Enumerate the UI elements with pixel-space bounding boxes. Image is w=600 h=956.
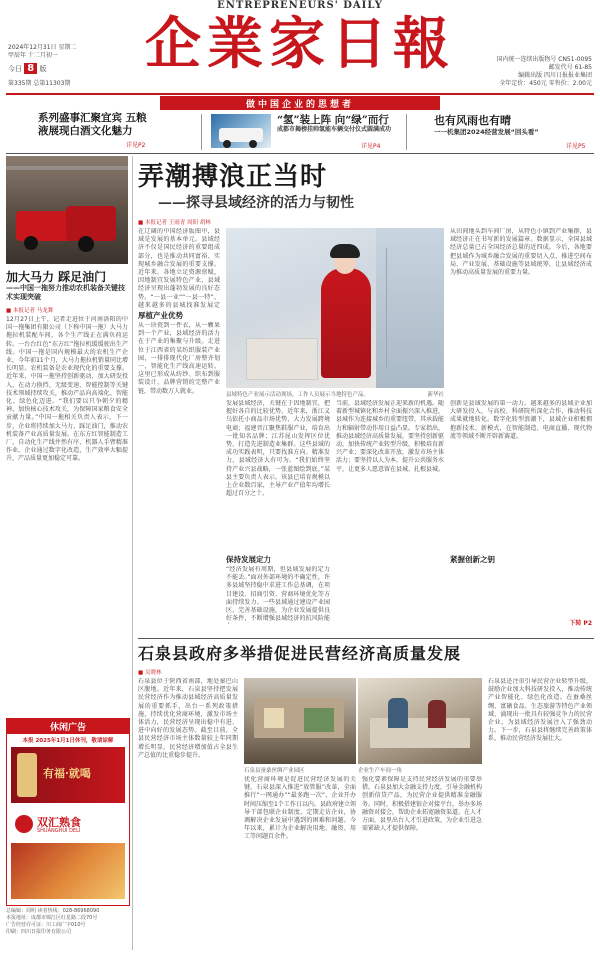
promo-left[interactable] bbox=[6, 112, 196, 152]
main-byline: ■ 本报记者 王雨青 周阳 胡林 bbox=[138, 220, 211, 226]
left-story-sub: ——中国一拖努力推动农机装备关键技术实现突破 bbox=[6, 284, 125, 301]
promo-left-page: 详见P2 bbox=[126, 142, 146, 149]
main-col2: 发展县域经济，关键在于因地制宜，把握好各自的比较优势。近年来，浙江义乌依托小商品市场优势，大力发展跨境电商；福建晋江聚焦鞋服产业，培育出一批知名品牌；江苏昆山发挥区位优势，打造先进制造业集群。这些县域的成功实践表明，只要找准方向、精准发力，县域经济大有可为。“我们始终坚持产业兴县战略，一张蓝图绘到底。”某县主要负责人表示，该县已培育规模以上企业数百家，主导产业产值年均增长超过百分之十。 bbox=[226, 400, 330, 498]
main-col1b: 从一块瓷到一件衣，从一颗果到一个产业，县域经济的活力在于产业的集聚与升级。走进位于江西省的某纺织服装产业园，一排排现代化厂房整齐划一，智能化生产线高速运转。这里已形成从纺纱、织布到服装设计、品牌营销的完整产业链，带动数万人就业。 bbox=[138, 322, 220, 395]
promo-center-headline: “氢”装上阵 向“绿”而行 bbox=[277, 114, 389, 126]
masthead-cn-title: 企業家日報 bbox=[145, 11, 455, 77]
main-story bbox=[138, 156, 594, 634]
edition-num: 8 bbox=[24, 63, 37, 74]
left-ad-banner1 bbox=[11, 747, 125, 803]
main-more-link[interactable]: 下转 P2 bbox=[569, 620, 592, 627]
left-ad-title: 休闲广告 bbox=[7, 719, 129, 734]
main-col4b: 创新是县域发展的第一动力。越来越多的县域企业加大研发投入，与高校、科研院所深化合作，推动科技成果就地转化。数字化转型浪潮下，县域企业积极拥抱新技术、新模式，在智能制造、电商直播、现代物流等领域不断开辟新赛道。 bbox=[450, 400, 592, 440]
promo-right-headline: 也有风雨也有晴 bbox=[434, 114, 511, 127]
masthead-publisher: 编辑出版 四川日报报业集团 bbox=[518, 72, 592, 79]
edition-pre: 今日 bbox=[8, 65, 22, 73]
left-footer-line: 印刷：四川日报印务有限公司 bbox=[6, 929, 72, 935]
second-col3: 强化要素保障是支持民营经济发展的重要举措。石泉县加大金融支持力度，引导金融机构创新信贷产品，为民营企业提供精准金融服务。同时，积极搭建银企对接平台，举办多场融资对接会，帮助企业拓宽融资渠道。在人才方面，县里出台人才引进政策，为企业引进急需紧缺人才提供保障。 bbox=[362, 776, 482, 833]
promo-left-headline: 系列盛事汇聚宜宾 五粮液展现白酒文化魅力 bbox=[38, 112, 147, 137]
left-story-headline: 加大马力 踩足油门 bbox=[6, 270, 107, 284]
shuanghui-logo-icon bbox=[15, 815, 33, 833]
left-ad-banner2 bbox=[11, 809, 125, 899]
left-footer-line: 广告经营许可证：川工商广字010号 bbox=[6, 922, 86, 928]
left-ad-brand1: 有福·就喝 bbox=[43, 767, 91, 780]
main-sub: ——探寻县域经济的活力与韧性 bbox=[158, 195, 354, 211]
second-col2: 优化营商环境是促进民营经济发展的关键。石泉县深入推进“放管服”改革，全面推行“一网通办”“最多跑一次”，企业开办时间压缩至1个工作日以内。县政府建立领导干部包联企业制度，定期走访企业，协调解决企业发展中遇到的困难和问题。今年以来，累计为企业解决用地、融资、用工等问题百余件。 bbox=[244, 776, 356, 841]
main-col4c bbox=[450, 566, 592, 616]
edition-post: 版 bbox=[39, 65, 47, 73]
main-col1: 在辽阔的中国经济版图中，县域是发展的基本单元。县域经济不仅是国民经济的重要组成部分，也是推动共同富裕、实现城乡融合发展的重要支撑。近年来，各地立足资源禀赋，因地制宜发展特色产业，县域经济呈现出蓬勃发展的良好态势。“一县一业”“一县一特”，越来越多的县城找准发展定 bbox=[138, 228, 220, 308]
masthead-lunar: 甲辰年 十二月初一 bbox=[8, 52, 58, 59]
promo-right[interactable] bbox=[416, 112, 594, 152]
main-photo-caption: 县域特色产业展示活动现场，工作人员展示当地特色产品。 bbox=[226, 392, 370, 398]
main-col2b: “经济发展有周期，但县域发展的定力不能丢。”面对外部环境的不确定性，许多县域坚持稳中求进工作总基调，在项目建设、招商引资、营商环境优化等方面持续发力。一些县域通过建设产业园区、完善基础设施，为企业发展提供良好条件，不断增强县域经济的抗风险能 bbox=[226, 566, 330, 623]
second-photo1 bbox=[244, 678, 356, 764]
left-column bbox=[6, 156, 128, 950]
masthead-edition bbox=[8, 63, 46, 74]
promo-center-page: 详见P4 bbox=[361, 143, 381, 150]
second-headline: 石泉县政府多举措促进民营经济高质量发展 bbox=[138, 644, 462, 663]
left-footer-line: 本报地址：成都市锦江区红星路二段70号 bbox=[6, 915, 98, 921]
masthead-en-title: ENTREPRENEURS' DAILY bbox=[217, 0, 383, 11]
second-byline: ■ 吴晓林 bbox=[138, 670, 162, 676]
second-photo2-caption: 企业生产车间一角 bbox=[358, 768, 403, 774]
masthead-price: 全年定价：450元 零售价：2.00元 bbox=[499, 80, 592, 87]
top-promos bbox=[6, 112, 594, 152]
second-photo2 bbox=[358, 678, 482, 764]
left-ad-brand2: 双汇熟食 bbox=[37, 816, 81, 829]
second-col4: 石泉县还注重引导民营企业转型升级，鼓励企业加大科技研发投入，推动传统产业智能化、绿色化改造。在蚕桑丝绸、富硒食品、生态旅游等特色产业领域，涌现出一批具有较强竞争力的民营企业，为县域经济发展注入了强劲动力。下一步，石泉县将继续完善政策体系，推动民营经济发展壮大。 bbox=[488, 678, 592, 743]
left-ad-brand2-en: SHUANGHUI DELI bbox=[37, 828, 81, 834]
main-sec1-title: 厚植产业优势 bbox=[138, 311, 183, 320]
promo-center[interactable] bbox=[211, 112, 401, 152]
main-col3: 当前，县域经济发展正迎来新的机遇。随着新型城镇化和乡村全面振兴深入推进，县城作为连接城乡的重要纽带，其承载能力和辐射带动作用日益凸显。专家指出，推动县域经济高质量发展，要坚持创新驱动，加快传统产业转型升级，积极培育新兴产业；要深化改革开放，激发市场主体活力；要坚持以人为本，提升公共服务水平，让更多人愿意留在县城、扎根县城。 bbox=[336, 400, 444, 473]
main-headline: 弄潮搏浪正当时 bbox=[138, 162, 328, 192]
left-footer bbox=[6, 908, 128, 936]
left-footer-line: 总编辑：周明 读者热线：028-86968090 bbox=[6, 908, 100, 914]
promo-center-sub: 成都市揭榜挂帅氢能车辆交付仪式圆满成功 bbox=[277, 126, 392, 133]
second-story bbox=[138, 642, 594, 950]
left-story-photo bbox=[6, 156, 128, 264]
left-story-byline: ■ 本报记者 马龙舞 bbox=[6, 308, 54, 314]
main-photo bbox=[226, 228, 444, 388]
masthead-date: 2024年12月31日 星期二 bbox=[8, 44, 77, 51]
main-col4: 从田间地头到车间厂房，从特色小镇到产业集群，县域经济正在书写新的发展篇章。数据显示，全国县域经济总量已占全国经济总量的近四成。今后，各地要把县域作为城乡融合发展的重要切入点，推进空间布局、产业发展、基础设施等县域统筹，让县域经济成为推动高质量发展的重要力量。 bbox=[450, 228, 592, 277]
main-photo-credit: 新华社 bbox=[427, 392, 444, 398]
second-col1: 石泉县位于陕西省南部，地处秦巴山区腹地。近年来，石泉县坚持把发展民营经济作为推动县域经济高质量发展的重要抓手，出台一系列政策措施，持续优化营商环境，激发市场主体活力，民营经济呈现出稳中有进、进中向好的发展态势。截至目前，全县民营经济市场主体数量较上年同期增长明显，民营经济增加值占全县生产总值的比重稳步提升。 bbox=[138, 678, 238, 759]
promo-center-photo bbox=[211, 114, 271, 148]
main-sec3-title: 紧握创新之钥 bbox=[450, 555, 495, 564]
left-ad-sub: 本报 2025年1月1日休刊，敬请谅解 bbox=[22, 738, 114, 744]
promo-right-page: 详见P5 bbox=[566, 143, 586, 150]
promo-right-sub: 一一机集团2024经营发展“回头看” bbox=[434, 128, 539, 136]
masthead-slogan: 做中国企业的思想者 bbox=[245, 100, 354, 110]
left-ad[interactable] bbox=[6, 718, 130, 906]
left-story-body: 12月27日上午，记者走进位于河南洛阳的中国一拖集团有限公司（下称中国一拖）大马力拖拉机装配车间，各个生产线正在满负荷运转。一台台红色“东方红”拖拉机缓缓驶出生产线。中国一拖是国内规模最大的农机生产企业，今年前11个月，大马力拖拉机销量同比增长明显。农机装备是农业现代化的重要支撑。近年来，中国一拖坚持创新驱动，加大研发投入，在动力换挡、无级变速、智能控制等关键技术领域持续攻关，推动产品向高端化、智能化、绿色化迈进。“我们要以只争朝夕的精神，加快核心技术攻关，为保障国家粮食安全贡献力量。”中国一拖相关负责人表示，下一步，企业将持续加大马力，踩足油门，推动农机装备产业高质量发展。在东方红智能制造工厂，自动化生产线井然有序，机器人手臂精准作业。企业通过数字化改造，生产效率大幅提升，产品质量更加稳定可靠。 bbox=[6, 316, 128, 463]
masthead-post-code: 邮发代号 61-85 bbox=[548, 64, 592, 71]
masthead bbox=[0, 0, 600, 110]
main-sec2-title: 保持发展定力 bbox=[226, 555, 271, 564]
second-photo1-caption: 石泉县蚕桑丝绸产业园区 bbox=[244, 768, 305, 774]
masthead-cn-code: 国内统一连续出版物号 CN51-0095 bbox=[496, 56, 592, 63]
masthead-issue: 第335期 总第11303期 bbox=[8, 80, 71, 87]
